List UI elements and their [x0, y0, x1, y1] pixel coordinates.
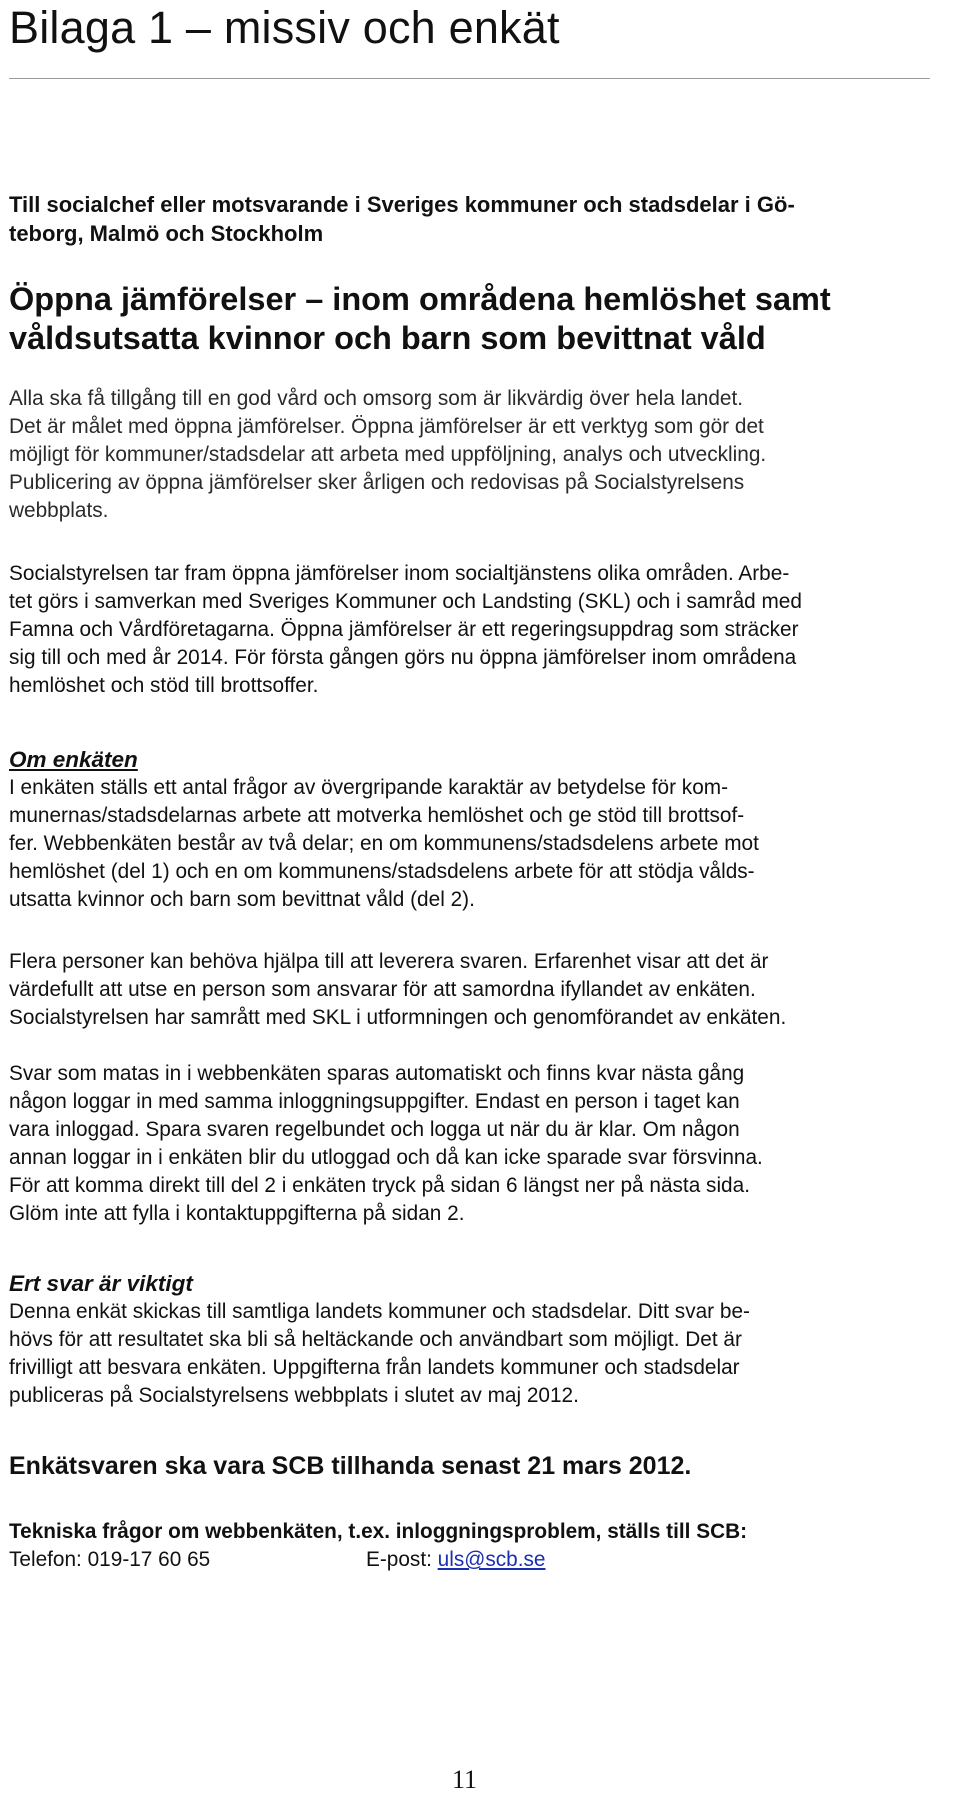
paragraph-line: utsatta kvinnor och barn som bevittnat våld (del 2).	[9, 888, 475, 911]
paragraph-line: vara inloggad. Spara svaren regelbundet och logga ut när du är klar. Om någon	[9, 1118, 740, 1141]
flera-personer-paragraph	[9, 948, 939, 1032]
main-heading-line: Öppna jämförelser – inom områdena hemlöshet samt	[9, 281, 831, 317]
intro-line: Det är målet med öppna jämförelser. Öppna jämförelser är ett verktyg som gör det	[9, 415, 764, 438]
paragraph-line: någon loggar in med samma inloggningsuppgifter. Endast en person i taget kan	[9, 1090, 740, 1113]
chapter-title: Bilaga 1 – missiv och enkät	[9, 2, 560, 53]
main-heading	[9, 280, 929, 358]
paragraph-line: värdefullt att utse en person som ansvarar för att samordna ifyllandet av enkäten.	[9, 978, 756, 1001]
paragraph-line: Socialstyrelsen tar fram öppna jämförelser inom socialtjänstens olika områden. Arbe-	[9, 562, 790, 585]
main-heading-line: våldsutsatta kvinnor och barn som bevittnat våld	[9, 320, 766, 356]
paragraph-line: tet görs i samverkan med Sveriges Kommuner och Landsting (SKL) och i samråd med	[9, 590, 802, 613]
phone-number: Telefon: 019-17 60 65	[9, 1548, 211, 1571]
page-number: 11	[452, 1765, 478, 1794]
paragraph-line: Glöm inte att fylla i kontaktuppgifterna på sidan 2.	[9, 1202, 465, 1225]
email-link[interactable]: uls@scb.se	[437, 1548, 546, 1571]
paragraph-line: hemlöshet och stöd till brottsoffer.	[9, 674, 319, 697]
svar-paragraph	[9, 1060, 939, 1228]
addressee	[9, 190, 919, 248]
intro-line: webbplats.	[9, 499, 109, 522]
tech-support-heading: Tekniska frågor om webbenkäten, t.ex. inloggningsproblem, ställs till SCB:	[9, 1520, 748, 1543]
paragraph-line: Svar som matas in i webbenkäten sparas automatiskt och finns kvar nästa gång	[9, 1062, 745, 1085]
socialstyrelsen-paragraph	[9, 560, 939, 700]
paragraph-line: hövs för att resultatet ska bli så heltäckande och användbart som möjligt. Det är	[9, 1328, 742, 1351]
paragraph-line: I enkäten ställs ett antal frågor av övergripande karaktär av betydelse för kom-	[9, 776, 729, 799]
paragraph-line: För att komma direkt till del 2 i enkäten tryck på sidan 6 längst ner på nästa sida.	[9, 1174, 750, 1197]
paragraph-line: Denna enkät skickas till samtliga landets kommuner och stadsdelar. Ditt svar be-	[9, 1300, 750, 1323]
deadline-notice: Enkätsvaren ska vara SCB tillhanda senast 21 mars 2012.	[9, 1452, 692, 1480]
paragraph-line: hemlöshet (del 1) och en om kommunens/stadsdelens arbete för att stödja vålds-	[9, 860, 755, 883]
addressee-line: Till socialchef eller motsvarande i Sveriges kommuner och stadsdelar i Gö-	[9, 192, 795, 217]
paragraph-line: fer. Webbenkäten består av två delar; en om kommunens/stadsdelens arbete mot	[9, 832, 759, 855]
intro-line: Alla ska få tillgång till en god vård och omsorg som är likvärdig över hela landet.	[9, 387, 744, 410]
intro-line: möjligt för kommuner/stadsdelar att arbeta med uppföljning, analys och utveckling.	[9, 443, 767, 466]
email-label: E-post:	[366, 1548, 438, 1571]
ert-svar-heading: Ert svar är viktigt	[9, 1271, 193, 1296]
paragraph-line: munernas/stadsdelarnas arbete att motverka hemlöshet och ge stöd till brottsof-	[9, 804, 745, 827]
addressee-line: teborg, Malmö och Stockholm	[9, 221, 324, 246]
paragraph-line: Socialstyrelsen har samrått med SKL i utformningen och genomförandet av enkäten.	[9, 1006, 787, 1029]
email-line	[366, 1546, 545, 1574]
title-underline	[9, 78, 930, 79]
om-enkaten-paragraph	[9, 774, 939, 914]
om-enkaten-heading: Om enkäten	[9, 747, 138, 772]
intro-line: Publicering av öppna jämförelser sker årligen och redovisas på Socialstyrelsens	[9, 471, 745, 494]
paragraph-line: annan loggar in i enkäten blir du utloggad och då kan icke sparade svar försvinna.	[9, 1146, 763, 1169]
ert-svar-paragraph	[9, 1298, 939, 1410]
paragraph-line: publiceras på Socialstyrelsens webbplats i slutet av maj 2012.	[9, 1384, 579, 1407]
paragraph-line: sig till och med år 2014. För första gången görs nu öppna jämförelser inom områdena	[9, 646, 797, 669]
paragraph-line: frivilligt att besvara enkäten. Uppgifterna från landets kommuner och stadsdelar	[9, 1356, 740, 1379]
paragraph-line: Famna och Vårdföretagarna. Öppna jämförelser är ett regeringsuppdrag som sträcker	[9, 618, 799, 641]
intro-paragraph	[9, 385, 939, 525]
paragraph-line: Flera personer kan behöva hjälpa till att leverera svaren. Erfarenhet visar att det är	[9, 950, 769, 973]
